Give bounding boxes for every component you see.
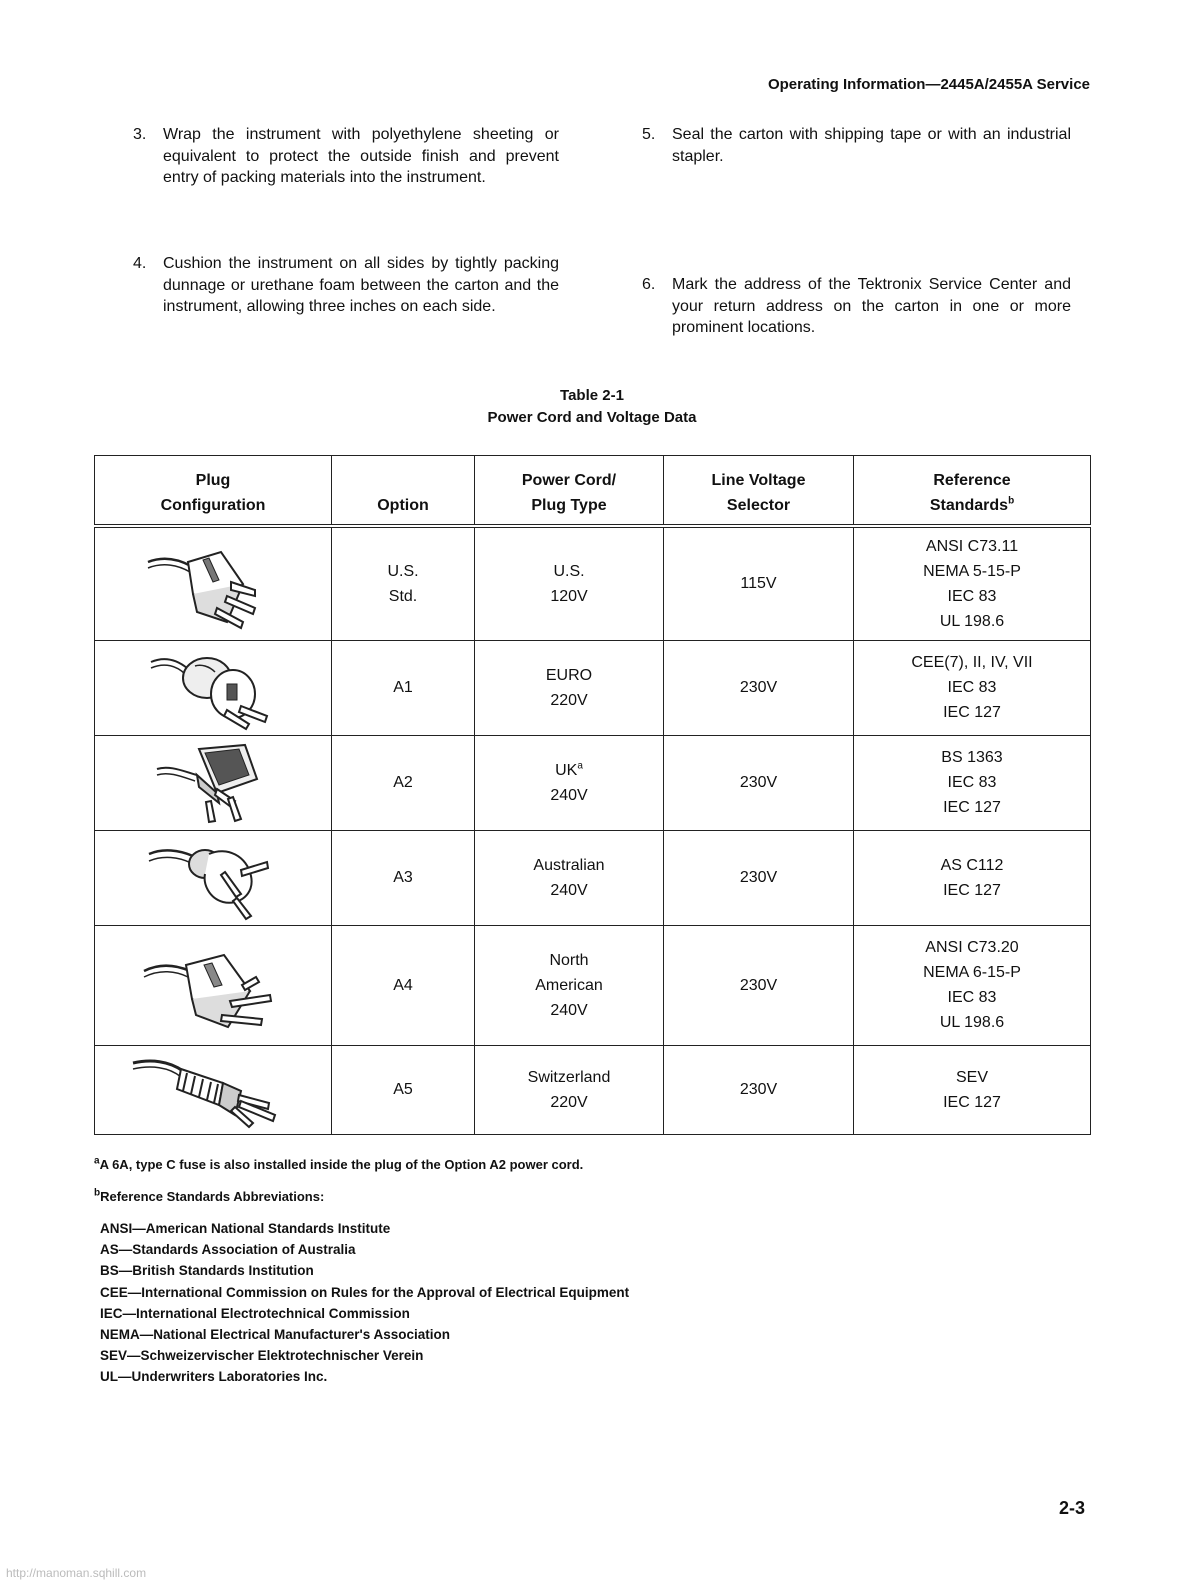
north-american-240v-plug-icon: [138, 935, 288, 1035]
option-cell: U.S. Std.: [332, 526, 475, 640]
list-item: AS—Standards Association of Australia: [100, 1242, 356, 1258]
plug-type-cell: Australian 240V: [475, 830, 664, 925]
standards-cell: ANSI C73.11 NEMA 5-15-P IEC 83 UL 198.6: [854, 526, 1091, 640]
us-plug-icon: [143, 534, 283, 634]
footnote-a-text: A 6A, type C fuse is also installed inside the plug of the Option A2 power cord.: [99, 1157, 584, 1172]
standards-cell: BS 1363 IEC 83 IEC 127: [854, 735, 1091, 830]
plug-configuration-cell: [95, 925, 332, 1045]
plug-type-cell: Switzerland 220V: [475, 1045, 664, 1134]
header-power-cord: Power Cord/ Plug Type: [475, 456, 664, 527]
switzerland-plug-icon: [123, 1049, 303, 1131]
power-cord-table: [94, 455, 1091, 1135]
option-cell: A1: [332, 640, 475, 735]
plug-configuration-cell: [95, 526, 332, 640]
abbreviation-list: [100, 1218, 629, 1388]
header-option: Option: [332, 456, 475, 527]
header-reference-standards: Reference Standards$^b$: [854, 456, 1091, 527]
list-item: SEV—Schweizervischer Elektrotechnischer Verein: [100, 1348, 424, 1364]
standards-cell: CEE(7), II, IV, VII IEC 83 IEC 127: [854, 640, 1091, 735]
plug-type-cell: U.S. 120V: [475, 526, 664, 640]
line-voltage-cell: 230V: [664, 640, 854, 735]
step-text: Cushion the instrument on all sides by tightly packing dunnage or urethane foam between the carton and the instrument, allowing three inches on each side.: [163, 255, 559, 315]
table-row: [95, 526, 1091, 640]
page-number: 2-3: [1058, 1498, 1085, 1518]
footnote-b-text: Reference Standards Abbreviations:: [100, 1189, 325, 1204]
plug-type-cell: EURO 220V: [475, 640, 664, 735]
option-cell: A2: [332, 735, 475, 830]
plug-configuration-cell: [95, 830, 332, 925]
standards-cell: AS C112 IEC 127: [854, 830, 1091, 925]
step-text: Mark the address of the Tektronix Service Center and your return address on the carton in one or more prominent locations.: [672, 276, 1071, 336]
footnote-b: [94, 1189, 324, 1204]
step-number: 5.: [642, 126, 656, 143]
list-item: UL—Underwriters Laboratories Inc.: [100, 1369, 328, 1385]
euro-plug-icon: [143, 644, 283, 732]
table-row: [95, 1045, 1091, 1134]
running-header: Operating Information—2445A/2455A Service: [767, 76, 1090, 93]
header-line-voltage: Line Voltage Selector: [664, 456, 854, 527]
step-number: 3.: [133, 126, 147, 143]
line-voltage-cell: 230V: [664, 925, 854, 1045]
plug-type-cell: North American 240V: [475, 925, 664, 1045]
watermark-url: http://manoman.sqhill.com: [6, 1566, 147, 1580]
step-5: [642, 124, 1071, 167]
step-text: Wrap the instrument with polyethylene sheeting or equivalent to protect the outside finish and prevent entry of packing materials into the instrument.: [163, 126, 559, 186]
step-text: Seal the carton with shipping tape or with an industrial stapler.: [672, 126, 1071, 165]
table-number: Table 2-1: [560, 387, 624, 404]
plug-configuration-cell: [95, 735, 332, 830]
table-caption: [0, 385, 1184, 429]
option-cell: A3: [332, 830, 475, 925]
header-plug-configuration: Plug Configuration: [95, 456, 332, 527]
footnote-marker-a: a: [577, 760, 583, 772]
line-voltage-cell: 115V: [664, 526, 854, 640]
uk-plug-icon: [153, 739, 273, 827]
step-4: [133, 253, 559, 318]
table-title: Power Cord and Voltage Data: [487, 409, 697, 426]
option-cell: A4: [332, 925, 475, 1045]
footnote-a-mark: a: [94, 1155, 100, 1167]
footnote-a: [94, 1157, 583, 1172]
standards-cell: ANSI C73.20 NEMA 6-15-P IEC 83 UL 198.6: [854, 925, 1091, 1045]
footnote-b-mark: b: [94, 1187, 101, 1199]
line-voltage-cell: 230V: [664, 830, 854, 925]
footnote-marker-b: b: [1008, 495, 1015, 507]
list-item: ANSI—American National Standards Institute: [100, 1221, 391, 1236]
option-cell: A5: [332, 1045, 475, 1134]
plug-type-cell: $UK^a$ 240V: [475, 735, 664, 830]
list-item: BS—British Standards Institution: [100, 1263, 314, 1279]
step-number: 6.: [642, 276, 656, 293]
table-row: [95, 830, 1091, 925]
list-item: IEC—International Electrotechnical Commission: [100, 1305, 410, 1321]
standards-cell: SEV IEC 127: [854, 1045, 1091, 1134]
list-item: CEE—International Commission on Rules for the Approval of Electrical Equipment: [100, 1284, 630, 1300]
table-row: [95, 640, 1091, 735]
step-number: 4.: [133, 255, 147, 272]
step-3: [133, 124, 559, 189]
line-voltage-cell: 230V: [664, 735, 854, 830]
australian-plug-icon: [143, 834, 283, 922]
step-6: [642, 274, 1071, 339]
plug-configuration-cell: [95, 640, 332, 735]
table-header-row: [95, 456, 1091, 527]
line-voltage-cell: 230V: [664, 1045, 854, 1134]
plug-configuration-cell: [95, 1045, 332, 1134]
table-row: [95, 735, 1091, 830]
table-row: [95, 925, 1091, 1045]
list-item: NEMA—National Electrical Manufacturer's Association: [100, 1327, 451, 1343]
